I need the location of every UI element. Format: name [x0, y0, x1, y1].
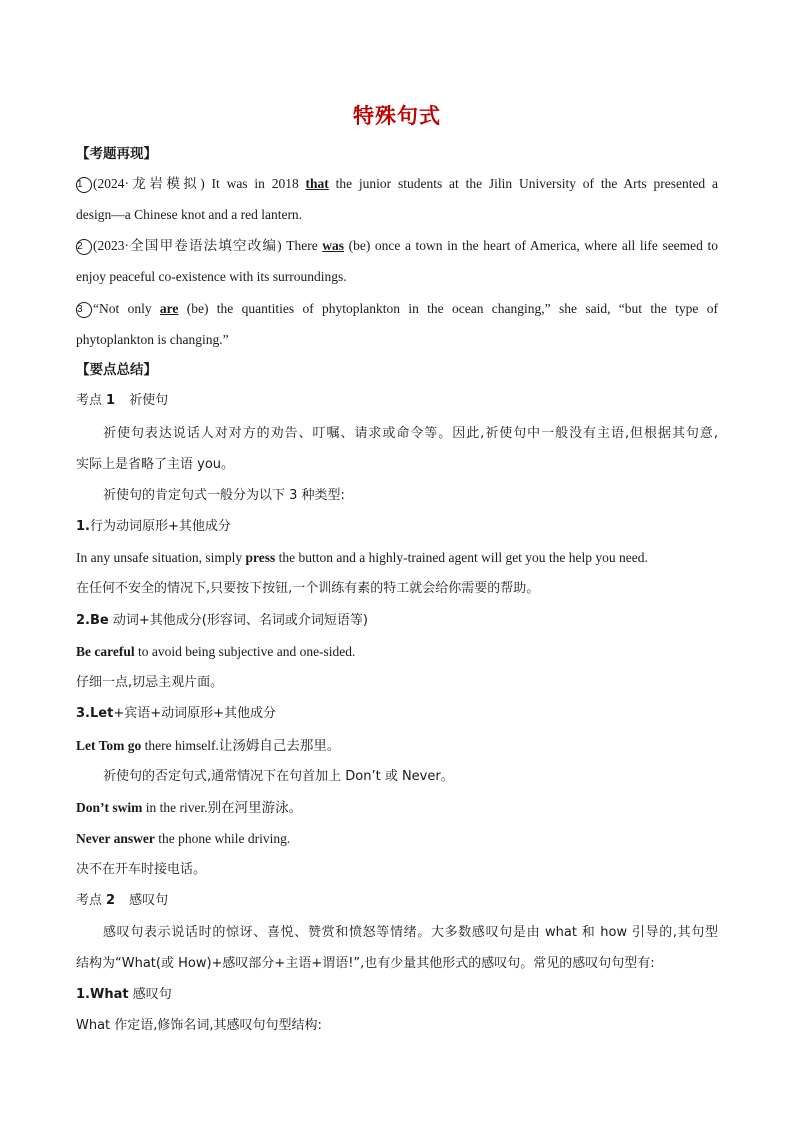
type-2-translation: 仔细一点,切忌主观片面。	[76, 675, 224, 690]
summary-section-heading: 【要点总结】	[76, 362, 157, 378]
question-3-line-1: 3 “Not only are (be) the quantities of phytoplankton in the ocean changing,” she said, “but the type of	[77, 301, 718, 316]
negative-example-2-translation: 决不在开车时接电话。	[76, 862, 207, 877]
type-2-example: Be careful to avoid being subjective and one-sided.	[76, 644, 356, 659]
type-1-translation: 在任何不安全的情况下,只要按下按钮,一个训练有素的特工就会给你需要的帮助。	[76, 581, 540, 596]
point-1-heading: 考点 1 祈使句	[76, 393, 169, 408]
circled-number-3: 3	[76, 302, 92, 318]
type-3-example: Let Tom go there himself.让汤姆自己去那里。	[76, 738, 341, 753]
what-exclamatory-heading: 1.What 感叹句	[76, 987, 172, 1002]
type-1-heading: 1.行为动词原形+其他成分	[76, 519, 231, 534]
imperative-types-intro: 祈使句的肯定句式一般分为以下 3 种类型:	[103, 488, 345, 503]
negative-example-2: Never answer the phone while driving.	[76, 831, 291, 846]
type-3-heading: 3.Let+宾语+动词原形+其他成分	[76, 706, 276, 721]
circled-number-1: 1	[76, 177, 92, 193]
question-2-line-1: 2 (2023·全国甲卷语法填空改编) There was (be) once a town in the heart of America, where all life seemed to	[77, 238, 718, 253]
negative-form-intro: 祈使句的否定句式,通常情况下在句首加上 Don’t 或 Never。	[103, 769, 454, 784]
negative-example-1: Don’t swim in the river.别在河里游泳。	[76, 800, 303, 815]
answer-was: was	[322, 238, 345, 253]
imperative-intro-line-2: 实际上是省略了主语 you。	[76, 457, 235, 472]
exclamatory-intro-line-1: 感叹句表示说话时的惊讶、喜悦、赞赏和愤怒等情绪。大多数感叹句是由 what 和 how 引导的,其句型	[103, 925, 718, 940]
circled-number-2: 2	[76, 239, 92, 255]
question-2-line-2: enjoy peaceful co-existence with its surroundings.	[76, 269, 347, 284]
question-3-line-2: phytoplankton is changing.”	[76, 332, 229, 347]
question-1-line-1: 1 (2024·龙岩模拟) It was in 2018 that the junior students at the Jilin University of the Arts presented a	[77, 176, 718, 191]
answer-are: are	[159, 301, 179, 316]
what-exclamatory-description: What 作定语,修饰名词,其感叹句句型结构:	[76, 1018, 322, 1033]
exclamatory-intro-line-2: 结构为“What(或 How)+感叹部分+主语+谓语!”,也有少量其他形式的感叹句。常见的感叹句句型有:	[76, 956, 655, 971]
question-1-line-2: design—a Chinese knot and a red lantern.	[76, 207, 303, 222]
type-1-example: In any unsafe situation, simply press the button and a highly-trained agent will get you the help you need.	[76, 550, 648, 565]
exam-section-heading: 【考题再现】	[76, 146, 157, 162]
point-2-heading: 考点 2 感叹句	[76, 893, 169, 908]
type-2-heading: 2.Be 动词+其他成分(形容词、名词或介词短语等)	[76, 613, 368, 628]
page-title: 特殊句式	[353, 104, 441, 128]
imperative-intro-line-1: 祈使句表达说话人对对方的劝告、叮嘱、请求或命令等。因此,祈使句中一般没有主语,但根据其句意,	[103, 426, 718, 441]
answer-that: that	[305, 176, 329, 191]
